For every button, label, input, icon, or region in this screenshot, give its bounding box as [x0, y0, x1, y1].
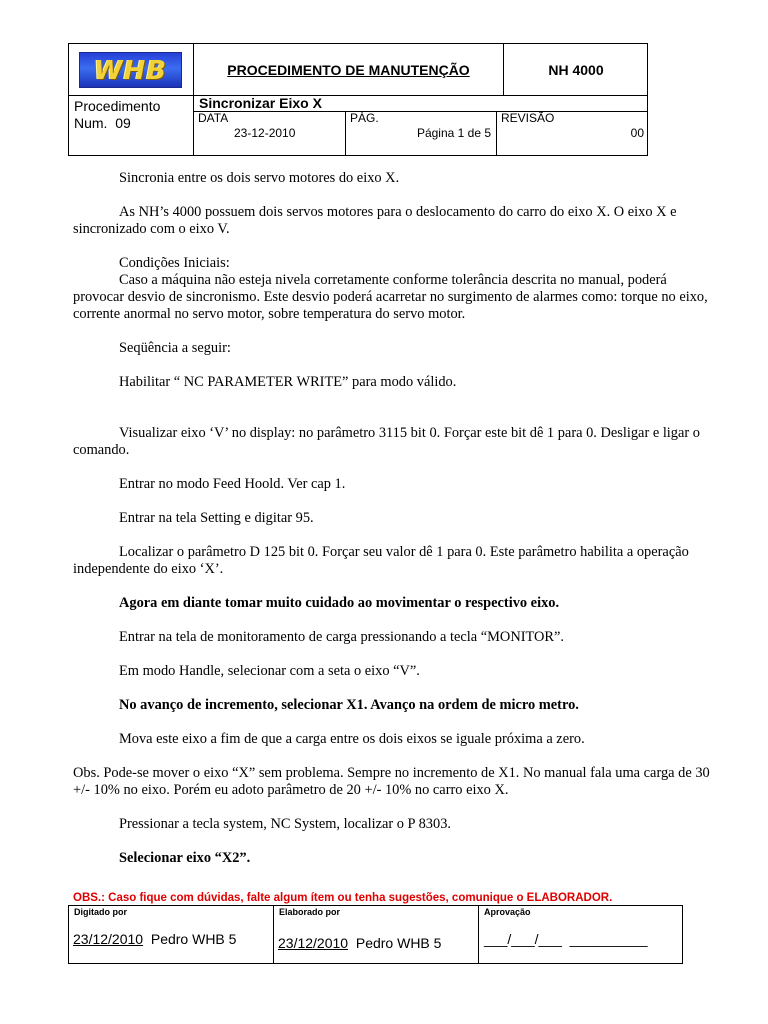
logo-cell	[69, 44, 194, 96]
procedure-label: Procedimento	[74, 98, 161, 114]
obs-note: OBS.: Caso fique com dúvidas, falte algum ítem ou tenha sugestões, comunique o ELABORADOR.	[73, 892, 613, 904]
authored-name: Pedro WHB 5	[355, 935, 442, 951]
date-cell	[194, 112, 346, 156]
date-label: DATA	[198, 111, 229, 125]
typed-by-value	[73, 931, 236, 947]
paragraph: Mova este eixo a fim de que a carga entre os dois eixos se iguale próxima a zero.	[119, 731, 585, 747]
paragraph: Sincronia entre os dois servo motores do eixo X.	[119, 170, 400, 186]
procedure-cell	[69, 96, 194, 156]
authored-by-value	[278, 935, 441, 951]
paragraph: Seqüência a seguir:	[119, 340, 231, 356]
paragraph: Pressionar a tecla system, NC System, localizar o P 8303.	[119, 816, 451, 832]
paragraph: Visualizar eixo ‘V’ no display: no parâmetro 3115 bit 0. Forçar este bit dê 1 para 0. Desligar e ligar o comando.	[73, 425, 700, 458]
approval-label: Aprovação	[484, 907, 531, 917]
page-cell	[346, 112, 497, 156]
revision-label: REVISÃO	[501, 111, 555, 125]
title-cell	[194, 44, 504, 96]
paragraph: Caso a máquina não esteja nivela corretamente conforme tolerância descrita no manual, poderá provocar desvio de sincronismo. Este desvio poderá acarretar no surgimento de alarmes como: torque no eixo, corrente anormal no servo motor, sobre temperatura do servo motor.	[73, 272, 708, 322]
document-body	[73, 170, 718, 867]
typed-name: Pedro WHB 5	[150, 931, 237, 947]
code-cell	[504, 44, 648, 96]
date-value: 23-12-2010	[234, 126, 296, 140]
paragraph: Entrar na tela Setting e digitar 95.	[119, 510, 314, 526]
typed-by-label: Digitado por	[74, 907, 127, 917]
revision-value: 00	[630, 126, 644, 140]
page-value: Página 1 de 5	[416, 126, 491, 140]
paragraph: Entrar no modo Feed Hoold. Ver cap 1.	[119, 476, 346, 492]
typed-date: 23/12/2010	[73, 931, 144, 947]
page-label: PÁG.	[350, 111, 379, 125]
whb-logo	[79, 52, 182, 88]
approval-value: ___/___/___ __________	[484, 931, 648, 947]
warning-paragraph: Agora em diante tomar muito cuidado ao movimentar o respectivo eixo.	[119, 595, 560, 611]
bold-paragraph: No avanço de incremento, selecionar X1. Avanço na ordem de micro metro.	[119, 697, 579, 713]
paragraph: Localizar o parâmetro D 125 bit 0. Forçar seu valor dê 1 para 0. Este parâmetro habilita a operação independente do eixo ‘X’.	[73, 544, 689, 577]
logo-text: WHB	[93, 56, 168, 86]
task-title: Sincronizar Eixo X	[194, 96, 648, 112]
typed-by-cell	[69, 906, 274, 963]
authored-date: 23/12/2010	[278, 935, 349, 951]
authored-by-label: Elaborado por	[279, 907, 341, 917]
authored-by-cell	[274, 906, 479, 963]
signature-table	[68, 905, 683, 964]
approval-cell	[479, 906, 682, 963]
paragraph: As NH’s 4000 possuem dois servos motores para o deslocamento do carro do eixo X. O eixo X e sincronizado com o eixo V.	[73, 204, 677, 237]
bold-paragraph: Selecionar eixo “X2”.	[119, 850, 251, 866]
paragraph: Habilitar “ NC PARAMETER WRITE” para modo válido.	[119, 374, 457, 390]
machine-code: NH 4000	[548, 61, 604, 78]
paragraph: Entrar na tela de monitoramento de carga pressionando a tecla “MONITOR”.	[119, 629, 565, 645]
section-heading: Condições Iniciais:	[119, 255, 230, 271]
revision-cell	[497, 112, 648, 156]
observation-paragraph: Obs. Pode-se mover o eixo “X” sem problema. Sempre no incremento de X1. No manual fala uma carga de 30 +/- 10% no eixo. Porém eu adoto parâmetro de 20 +/- 10% no carro eixo X.	[73, 765, 710, 798]
paragraph: Em modo Handle, selecionar com a seta o eixo “V”.	[119, 663, 420, 679]
document-header	[68, 43, 648, 156]
procedure-number: Num. 09	[74, 115, 131, 131]
document-title: PROCEDIMENTO DE MANUTENÇÃO	[227, 61, 470, 78]
